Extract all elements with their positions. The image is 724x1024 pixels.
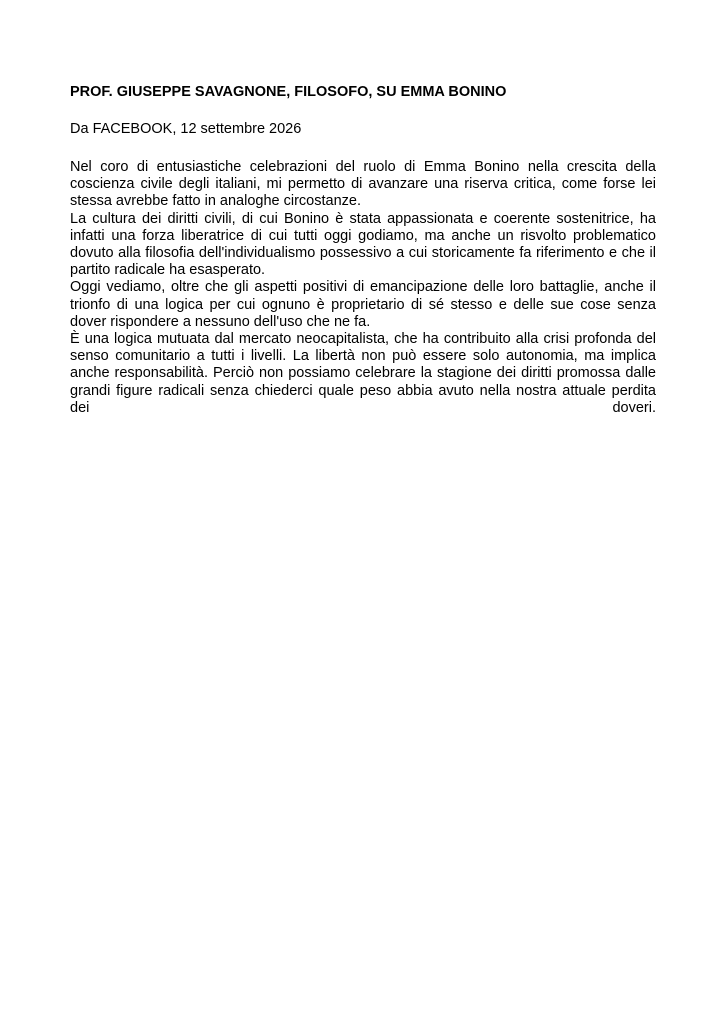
paragraph-2: La cultura dei diritti civili, di cui Bonino è stata appassionata e coerente sostenitrice, ha infatti una forza liberatrice di cui tutti oggi godiamo, ma anche un risvolto problematico dovuto alla filosofia dell'individualismo possessivo a cui storicamente fa riferimento e che il partito radicale ha esasperato. bbox=[70, 210, 656, 279]
paragraph-1: Nel coro di entusiastiche celebrazioni del ruolo di Emma Bonino nella crescita della coscienza civile degli italiani, mi permetto di avanzare una riserva critica, come forse lei stessa avrebbe fatto in analoghe circostanze. bbox=[70, 159, 656, 210]
source-line: Da FACEBOOK, 12 settembre 2026 bbox=[70, 121, 302, 137]
article-body bbox=[70, 159, 656, 417]
paragraph-3: Oggi vediamo, oltre che gli aspetti positivi di emancipazione delle loro battaglie, anche il trionfo di una logica per cui ognuno è proprietario di sé stesso e delle sue cose senza dover rispondere a nessuno dell'uso che ne fa. bbox=[70, 279, 656, 330]
document-title: PROF. GIUSEPPE SAVAGNONE, FILOSOFO, SU EMMA BONINO bbox=[70, 84, 507, 100]
document-content bbox=[70, 84, 656, 417]
paragraph-4: È una logica mutuata dal mercato neocapitalista, che ha contribuito alla crisi profonda del senso comunitario a tutti i livelli. La libertà non può essere solo autonomia, ma implica anche responsabilità. Perciò non possiamo celebrare la stagione dei diritti promossa dalle grandi figure radicali senza chiederci quale peso abbia avuto nella nostra attuale perdita dei doveri. bbox=[70, 331, 656, 416]
